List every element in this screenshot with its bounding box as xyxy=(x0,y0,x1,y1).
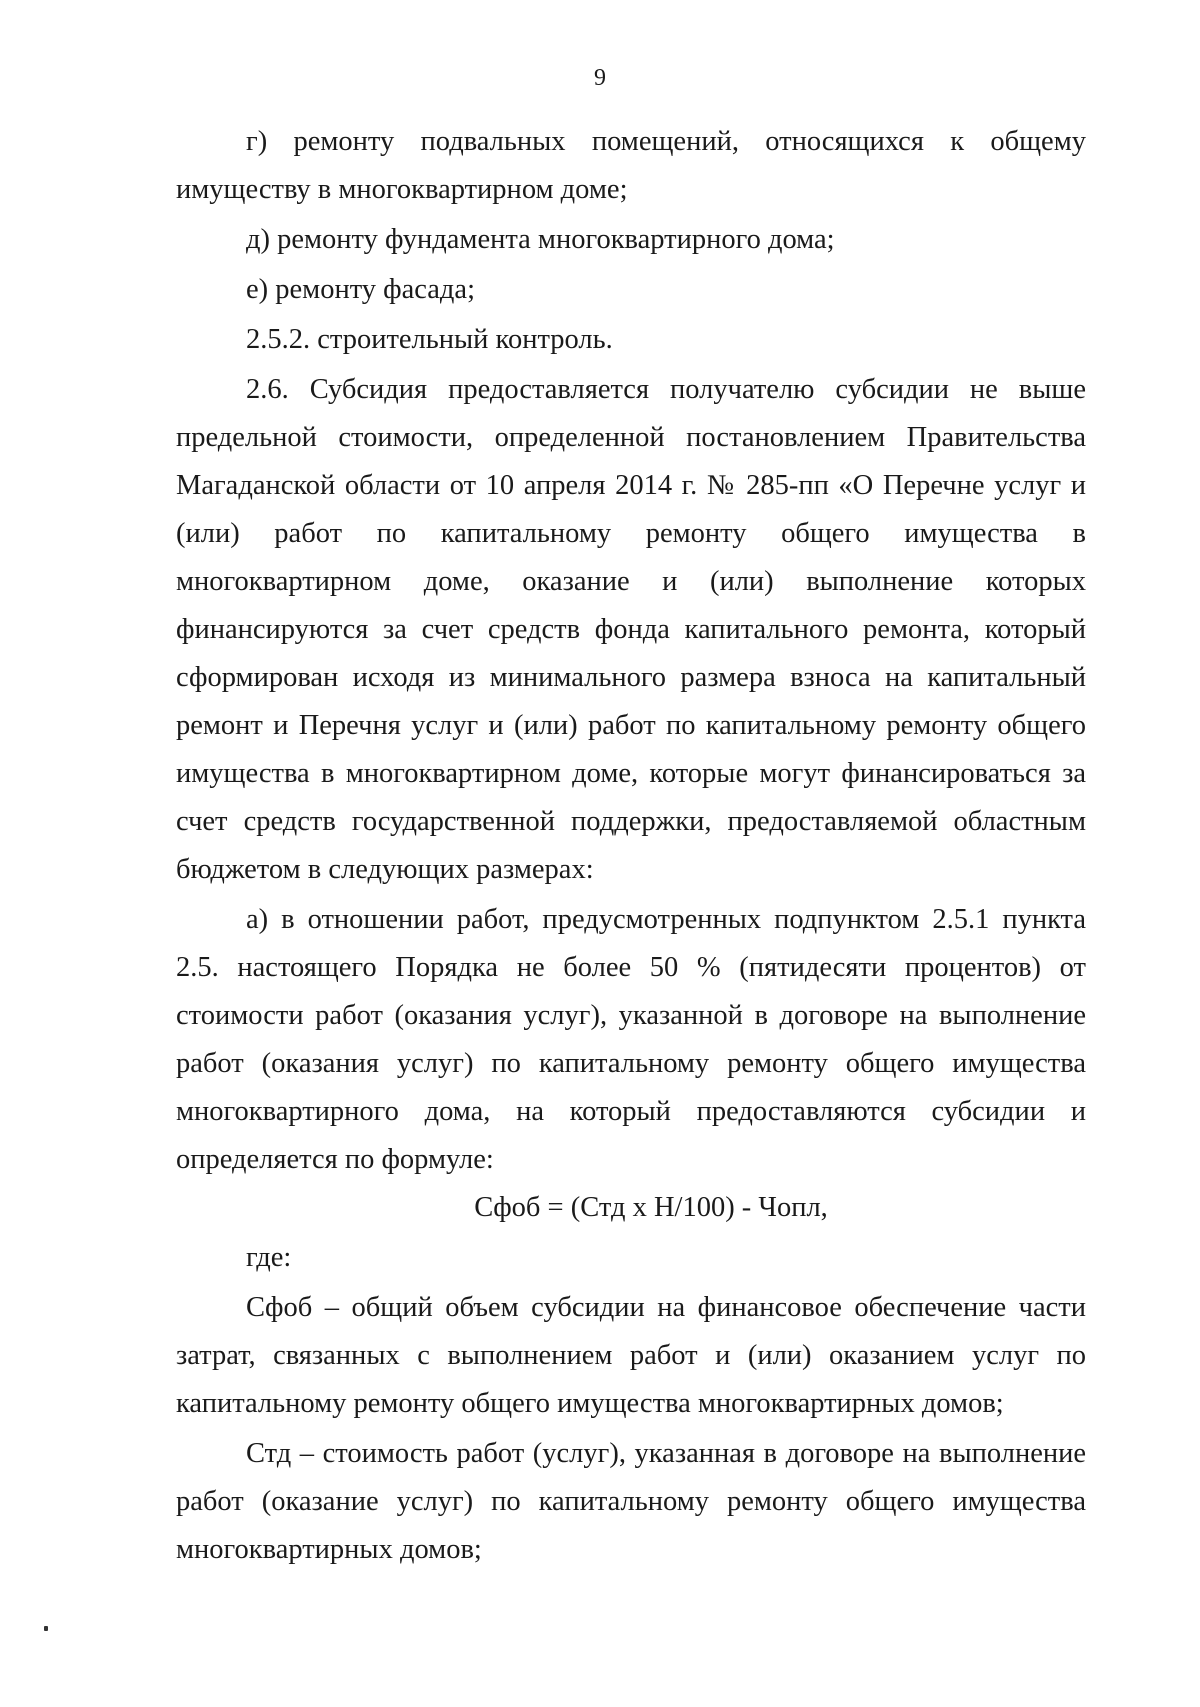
subsidy-formula: Сфоб = (Стд х Н/100) - Чопл, xyxy=(474,1192,828,1223)
document-body xyxy=(176,118,1086,1574)
paragraph-2-6: 2.6. Субсидия предоставляется получателю субсидии не выше предельной стоимости, определенной постановлением Правительства Магаданской области от 10 апреля 2014 г. № 285-пп «О Перечне услуг и (или) работ по капитальному ремонту общего имущества в многоквартирном доме, оказание и (или) выполнение которых финансируются за счет средств фонда капитального ремонта, который сформирован исходя из минимального размера взноса на капитальный ремонт и Перечня услуг и (или) работ по капитальному ремонту общего имущества в многоквартирном доме, которые могут финансироваться за счет средств государственной поддержки, предоставляемой областным бюджетом в следующих размерах: xyxy=(176,374,1086,885)
page-number: 9 xyxy=(594,65,606,91)
paragraph-item-g: г) ремонту подвальных помещений, относящихся к общему имуществу в многоквартирном доме; xyxy=(176,126,1086,205)
definition-std: Стд – стоимость работ (услуг), указанная в договоре на выполнение работ (оказание услуг) по капитальному ремонту общего имущества многоквартирных домов; xyxy=(176,1438,1086,1565)
paragraph-item-e: е) ремонту фасада; xyxy=(246,274,475,305)
where-label: где: xyxy=(246,1242,292,1273)
definition-sfob: Сфоб – общий объем субсидии на финансовое обеспечение части затрат, связанных с выполнением работ и (или) оказанием услуг по капитальному ремонту общего имущества многоквартирных домов; xyxy=(176,1292,1086,1419)
paragraph-item-d: д) ремонту фундамента многоквартирного дома; xyxy=(246,224,835,255)
paragraph-2-5-2: 2.5.2. строительный контроль. xyxy=(246,324,613,355)
paragraph-item-a: а) в отношении работ, предусмотренных подпунктом 2.5.1 пункта 2.5. настоящего Порядка не более 50 % (пятидесяти процентов) от стоимости работ (оказания услуг), указанной в договоре на выполнение работ (оказания услуг) по капитальному ремонту общего имущества многоквартирного дома, на который предоставляются субсидии и определяется по формуле: xyxy=(176,904,1086,1175)
scan-artifact-dot xyxy=(44,1626,48,1631)
